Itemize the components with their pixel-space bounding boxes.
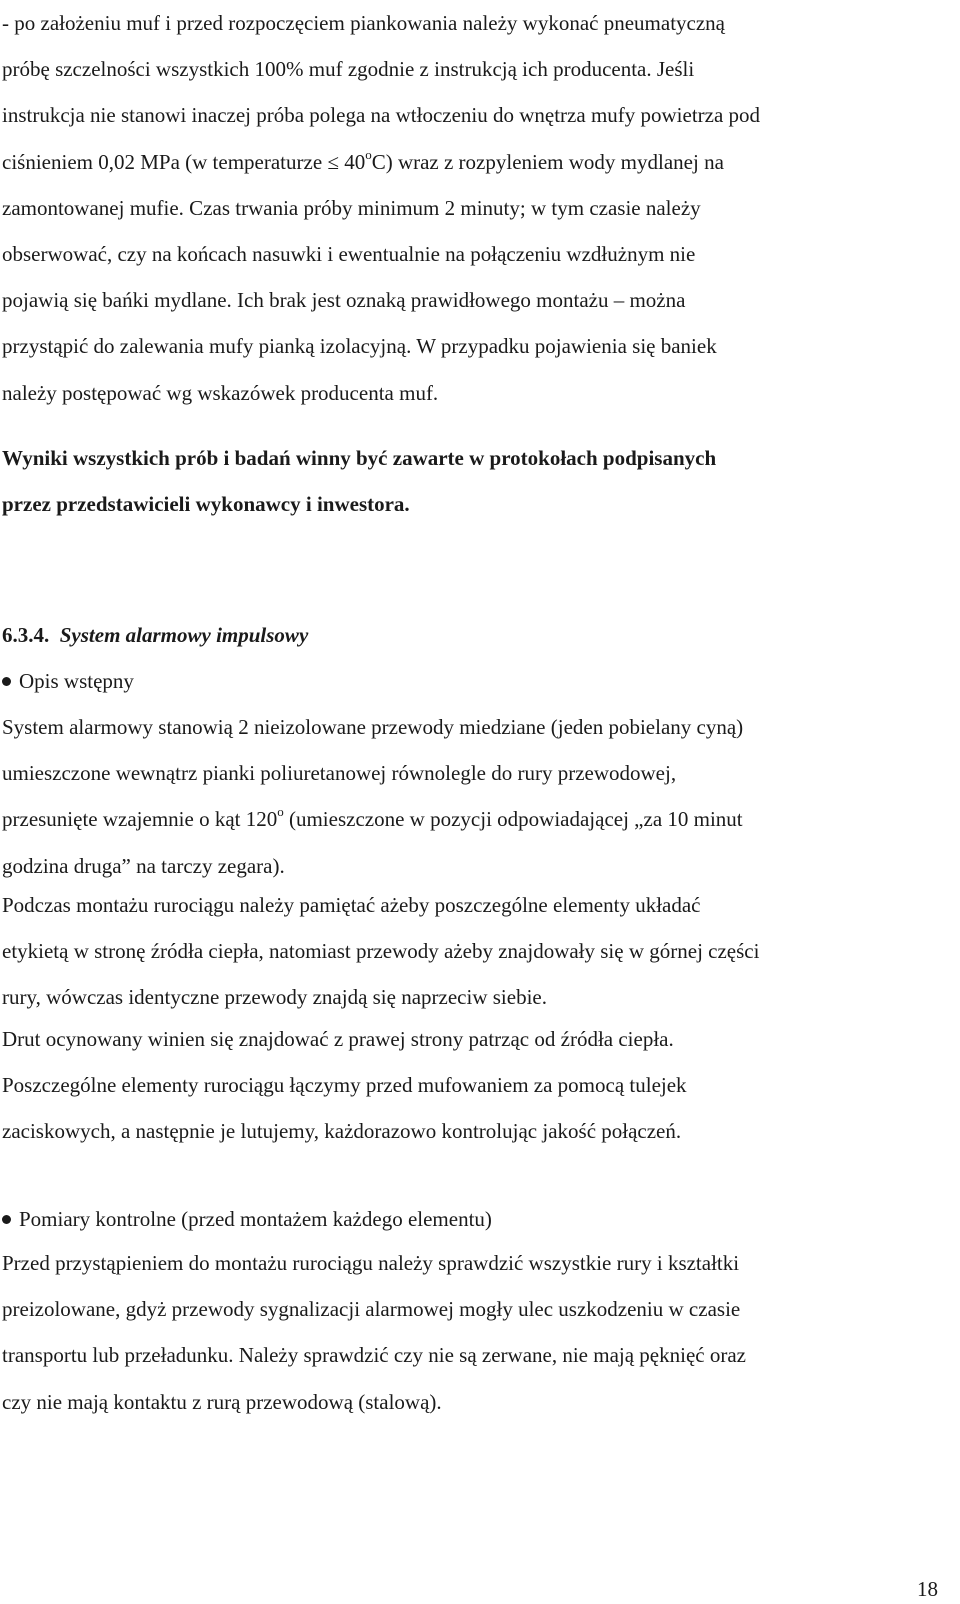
text-line-with-symbol xyxy=(2,139,937,185)
text-line: czy nie mają kontaktu z rurą przewodową (stalową). xyxy=(2,1389,442,1414)
text-segment: przesunięte wzajemnie o kąt 120 xyxy=(2,807,278,832)
degree-superscript: o xyxy=(277,804,284,820)
text-segment: (umieszczone w pozycji odpowiadającej „za 10 minut xyxy=(283,807,743,832)
text-line: godzina druga” na tarczy zegara). xyxy=(2,853,285,878)
text-line: próbę szczelności wszystkich 100% muf zgodnie z instrukcją ich producenta. Jeśli xyxy=(2,57,695,82)
text-segment: C) wraz z rozpyleniem wody mydlanej na xyxy=(371,149,724,174)
paragraph-pre-assembly-check xyxy=(2,1240,937,1425)
bullet-item-control-measurements xyxy=(2,1196,937,1242)
text-line: - po założeniu muf i przed rozpoczęciem piankowania należy wykonać pneumatyczną xyxy=(2,11,726,35)
paragraph-assembly-orientation xyxy=(2,882,937,1021)
paragraph-pressure-test xyxy=(2,0,937,416)
text-line: obserwować, czy na końcach nasuwki i ewentualnie na połączeniu wzdłużnym nie xyxy=(2,242,696,267)
text-line: należy postępować wg wskazówek producenta muf. xyxy=(2,380,439,405)
bullet-icon xyxy=(2,1215,11,1224)
text-line: transportu lub przeładunku. Należy sprawdzić czy nie są zerwane, nie mają pęknięć oraz xyxy=(2,1343,746,1368)
text-line: umieszczone wewnątrz pianki poliuretanowej równolegle do rury przewodowej, xyxy=(2,761,677,786)
less-equal-symbol: ≤ xyxy=(327,149,339,174)
text-line: przez przedstawicieli wykonawcy i inwestora. xyxy=(2,492,410,517)
paragraph-alarm-system-description xyxy=(2,704,937,889)
text-line: rury, wówczas identyczne przewody znajdą się naprzeciw siebie. xyxy=(2,985,547,1010)
text-line: Wyniki wszystkich prób i badań winny być zawarte w protokołach podpisanych xyxy=(2,446,717,470)
text-line-with-superscript xyxy=(2,796,937,842)
text-line: Podczas montażu rurociągu należy pamiętać ażeby poszczególne elementy układać xyxy=(2,893,701,917)
text-line: zaciskowych, a następnie je lutujemy, każdorazowo kontrolując jakość połączeń. xyxy=(2,1119,682,1144)
text-segment: 40 xyxy=(338,149,366,174)
bullet-icon xyxy=(2,677,11,686)
text-line: etykietą w stronę źródła ciepła, natomiast przewody ażeby znajdowały się w górnej części xyxy=(2,939,760,964)
bullet-label: Pomiary kontrolne (przed montażem każdego elementu) xyxy=(19,1207,492,1231)
bullet-item-intro xyxy=(2,658,937,704)
section-heading xyxy=(2,612,937,658)
text-line: System alarmowy stanowią 2 nieizolowane przewody miedziane (jeden pobielany cyną) xyxy=(2,715,744,739)
section-number: 6.3.4. xyxy=(2,623,50,647)
text-line: przystąpić do zalewania mufy pianką izolacyjną. W przypadku pojawienia się baniek xyxy=(2,334,717,359)
text-line: zamontowanej mufie. Czas trwania próby minimum 2 minuty; w tym czasie należy xyxy=(2,195,701,220)
text-line: Przed przystąpieniem do montażu rurociągu należy sprawdzić wszystkie rury i kształtki xyxy=(2,1251,740,1275)
section-title: System alarmowy impulsowy xyxy=(59,623,309,647)
paragraph-results-protocols xyxy=(2,435,937,527)
text-segment: ciśnieniem 0,02 MPa (w temperaturze xyxy=(2,149,328,174)
text-line: preizolowane, gdyż przewody sygnalizacji alarmowej mogły ulec uszkodzeniu w czasie xyxy=(2,1297,741,1322)
paragraph-tinned-wire xyxy=(2,1016,937,1155)
text-line: pojawią się bańki mydlane. Ich brak jest oznaką prawidłowego montażu – można xyxy=(2,288,686,313)
degree-superscript: o xyxy=(365,146,372,162)
page-number: 18 xyxy=(917,1577,938,1601)
text-line: Drut ocynowany winien się znajdować z prawej strony patrząc od źródła ciepła. xyxy=(2,1027,674,1051)
bullet-label: Opis wstępny xyxy=(19,669,134,693)
text-line: Poszczególne elementy rurociągu łączymy przed mufowaniem za pomocą tulejek xyxy=(2,1073,687,1098)
text-line: instrukcja nie stanowi inaczej próba polega na wtłoczeniu do wnętrza mufy powietrza pod xyxy=(2,103,761,128)
